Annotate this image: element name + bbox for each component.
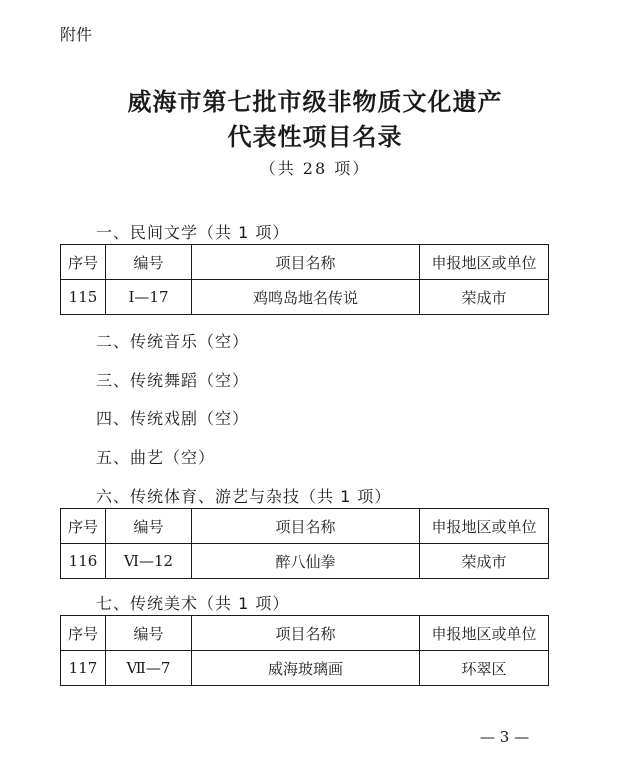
cell-serial: 116 — [61, 544, 106, 579]
table-header-row — [61, 509, 549, 544]
cell-serial: 115 — [61, 280, 106, 315]
section-heading-sports-games-acrobatics: 六、传统体育、游艺与杂技（共 1 项） — [96, 487, 392, 506]
section-heading-folk-literature: 一、民间文学（共 1 项） — [96, 223, 290, 242]
table-header-row — [61, 245, 549, 280]
header-serial: 序号 — [61, 245, 106, 280]
table-row — [61, 280, 549, 315]
header-region: 申报地区或单位 — [420, 245, 549, 280]
section-heading-traditional-fine-arts: 七、传统美术（共 1 项） — [96, 594, 290, 613]
document-title-line1: 威海市第七批市级非物质文化遗产 — [127, 87, 503, 116]
section-heading-traditional-music: 二、传统音乐（空） — [96, 332, 250, 351]
total-count: （共 28 项） — [259, 159, 371, 178]
cell-project-name: 鸡鸣岛地名传说 — [192, 280, 420, 315]
cell-serial: 117 — [61, 651, 106, 686]
header-project-name: 项目名称 — [192, 616, 420, 651]
section-heading-quyi: 五、曲艺（空） — [96, 448, 216, 467]
table-header-row — [61, 616, 549, 651]
table-traditional-fine-arts — [60, 615, 549, 686]
table-row — [61, 651, 549, 686]
header-project-name: 项目名称 — [192, 509, 420, 544]
cell-code: Ⅵ—12 — [106, 544, 192, 579]
cell-region: 荣成市 — [420, 280, 549, 315]
cell-code: Ⅶ—7 — [106, 651, 192, 686]
header-serial: 序号 — [61, 616, 106, 651]
header-code: 编号 — [106, 509, 192, 544]
header-region: 申报地区或单位 — [420, 616, 549, 651]
section-heading-traditional-dance: 三、传统舞蹈（空） — [96, 371, 250, 390]
table-row — [61, 544, 549, 579]
header-serial: 序号 — [61, 509, 106, 544]
cell-region: 荣成市 — [420, 544, 549, 579]
table-sports-games-acrobatics — [60, 508, 549, 579]
cell-code: Ⅰ—17 — [106, 280, 192, 315]
cell-region: 环翠区 — [420, 651, 549, 686]
header-project-name: 项目名称 — [192, 245, 420, 280]
page-number: — 3 — — [480, 728, 530, 746]
table-folk-literature — [60, 244, 549, 315]
section-heading-traditional-drama: 四、传统戏剧（空） — [96, 409, 250, 428]
header-code: 编号 — [106, 616, 192, 651]
document-title-line2: 代表性项目名录 — [227, 122, 403, 151]
cell-project-name: 威海玻璃画 — [192, 651, 420, 686]
attachment-label: 附件 — [60, 25, 93, 44]
cell-project-name: 醉八仙拳 — [192, 544, 420, 579]
header-code: 编号 — [106, 245, 192, 280]
header-region: 申报地区或单位 — [420, 509, 549, 544]
